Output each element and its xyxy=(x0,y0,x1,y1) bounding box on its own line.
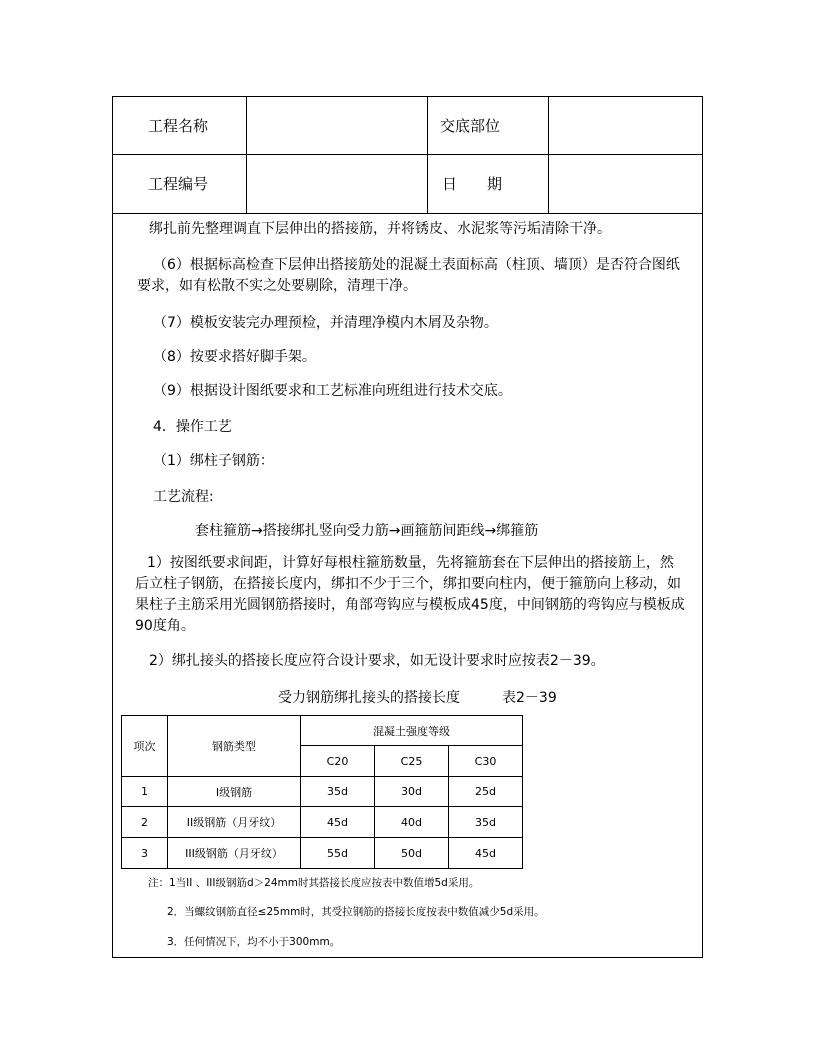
row-c20: 55d xyxy=(301,838,375,869)
date-label: 日 期 xyxy=(442,175,503,193)
col-header-grade: 混凝土强度等级 xyxy=(301,716,523,746)
process-flow-label: 工艺流程: xyxy=(153,489,214,505)
row-type: II级钢筋（月牙纹） xyxy=(168,807,301,838)
row-c20: 45d xyxy=(301,807,375,838)
grade-c25: C25 xyxy=(375,746,449,777)
row-c30: 45d xyxy=(449,838,523,869)
table-note-2: 2．当螺纹钢筋直径≤25mm时，其受拉钢筋的搭接长度按表中数值减少5d采用。 xyxy=(167,906,545,918)
table-caption: 受力钢筋绑扎接头的搭接长度 表2－39 xyxy=(278,690,557,706)
paragraph-step-1: 1）按图纸要求间距，计算好每根柱箍筋数量，先将箍筋套在下层伸出的搭接筋上，然后立柱子钢筋，在搭接长度内，绑扣不少于三个，绑扣要向柱内，便于箍筋向上移动，如果柱子主筋采用光圆钢筋搭接时，角部弯钩应与模板成45度，中间钢筋的弯钩应与模板成90度角。 xyxy=(135,555,685,634)
header-col-divider-1 xyxy=(246,97,247,213)
paragraph-item-9: （9）根据设计图纸要求和工艺标准向班组进行技术交底。 xyxy=(153,383,512,399)
project-no-label: 工程编号 xyxy=(148,175,209,193)
table-note-3: 3．任何情况下，均不小于300mm。 xyxy=(167,936,341,948)
row-c25: 50d xyxy=(375,838,449,869)
table-row xyxy=(122,777,523,807)
row-no: 2 xyxy=(122,807,168,838)
project-name-label: 工程名称 xyxy=(148,117,209,135)
subsection-column-rebar: （1）绑柱子钢筋： xyxy=(153,453,274,469)
row-c25: 30d xyxy=(375,777,449,807)
process-flow: 套柱箍筋→搭接绑扎竖向受力筋→画箍筋间距线→绑箍筋 xyxy=(195,523,539,539)
row-c30: 35d xyxy=(449,807,523,838)
row-type: III级钢筋（月牙纹） xyxy=(168,838,301,869)
row-no: 1 xyxy=(122,777,168,807)
table-note-1: 注：1当II 、III级钢筋d＞24mm时其搭接长度应按表中数值增5d采用。 xyxy=(148,877,480,889)
row-c20: 35d xyxy=(301,777,375,807)
header-row-divider xyxy=(113,154,702,155)
location-label: 交底部位 xyxy=(440,117,501,135)
paragraph-item-7: （7）模板安装完办理预检，并清理净模内木屑及杂物。 xyxy=(153,315,498,331)
header-col-divider-3 xyxy=(548,97,549,213)
row-no: 3 xyxy=(122,838,168,869)
section-heading-4: 4．操作工艺 xyxy=(153,419,232,435)
lap-length-table xyxy=(121,715,523,869)
col-header-no: 项次 xyxy=(122,716,168,777)
grade-c20: C20 xyxy=(301,746,375,777)
paragraph-step-2: 2）绑扎接头的搭接长度应符合设计要求，如无设计要求时应按表2－39。 xyxy=(149,653,605,669)
paragraph-cleanup: 绑扎前先整理调直下层伸出的搭接筋，并将锈皮、水泥浆等污垢清除干净。 xyxy=(149,221,611,237)
grade-c30: C30 xyxy=(449,746,523,777)
table-row xyxy=(122,838,523,869)
table-header-row xyxy=(122,716,523,746)
paragraph-item-6: （6）根据标高检查下层伸出搭接筋处的混凝土表面标高（柱顶、墙顶）是否符合图纸要求，如有松散不实之处要剔除，清理干净。 xyxy=(137,257,680,294)
row-c30: 25d xyxy=(449,777,523,807)
row-c25: 40d xyxy=(375,807,449,838)
table-row xyxy=(122,807,523,838)
paragraph-item-8: （8）按要求搭好脚手架。 xyxy=(153,349,316,365)
row-type: I级钢筋 xyxy=(168,777,301,807)
col-header-type: 钢筋类型 xyxy=(168,716,301,777)
header-bottom-border xyxy=(113,213,702,214)
header-col-divider-2 xyxy=(427,97,428,213)
